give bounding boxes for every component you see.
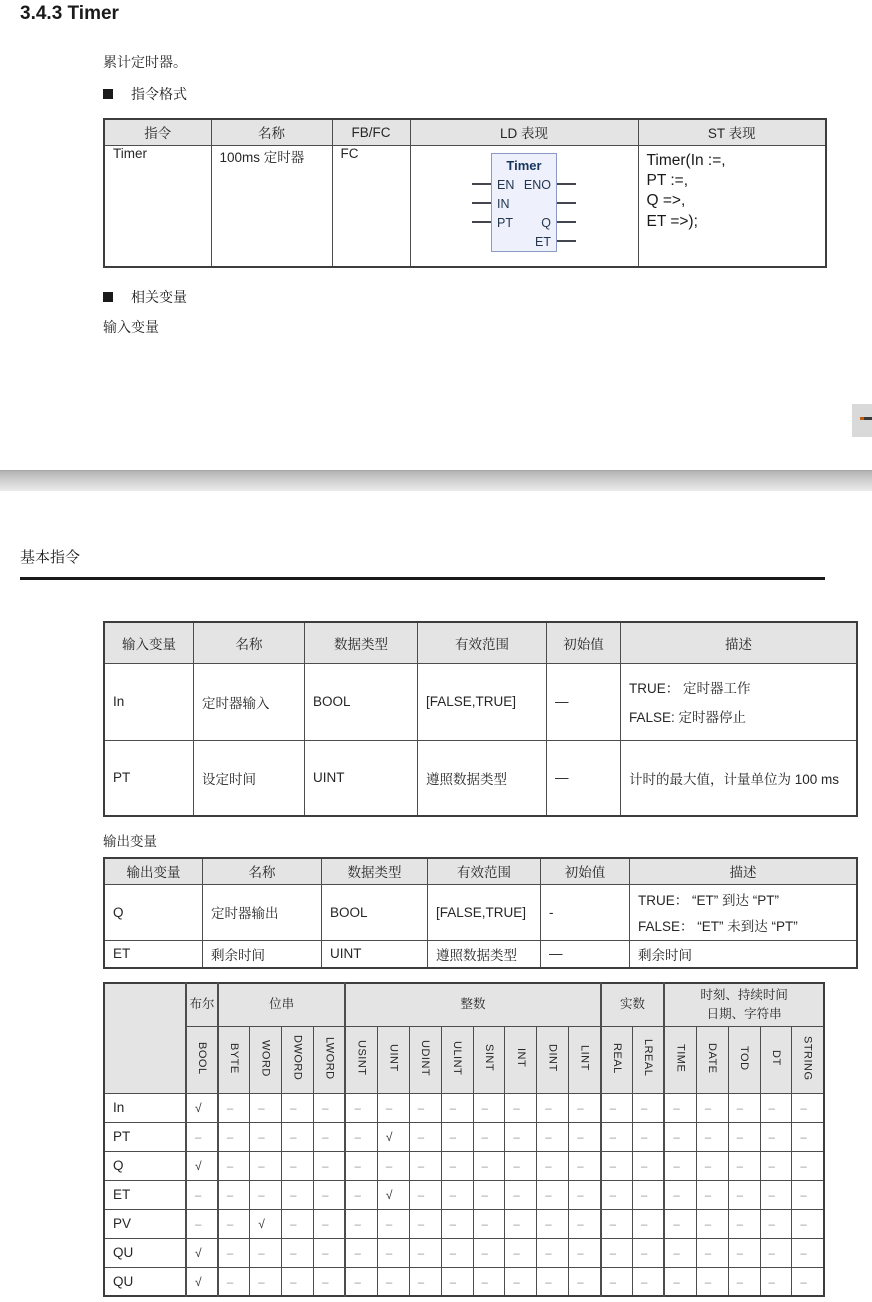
matrix-dash-cell: – <box>728 1122 760 1151</box>
output-variables-label: 输出变量 <box>103 834 157 849</box>
matrix-dash-cell: – <box>760 1238 792 1267</box>
col-header: 输入变量 <box>104 622 194 663</box>
matrix-row-label: QU <box>104 1267 186 1296</box>
matrix-dash-cell: – <box>632 1151 664 1180</box>
matrix-dash-cell: – <box>728 1093 760 1122</box>
matrix-dash-cell: – <box>537 1238 569 1267</box>
matrix-dash-cell: – <box>728 1151 760 1180</box>
matrix-dash-cell: – <box>760 1093 792 1122</box>
col-header: ST 表现 <box>638 119 826 145</box>
matrix-dash-cell: – <box>345 1180 377 1209</box>
cell-instruction: Timer <box>104 145 211 267</box>
st-code-line: PT :=, <box>646 171 688 189</box>
matrix-dash-cell: – <box>218 1093 250 1122</box>
matrix-row <box>104 1180 824 1209</box>
matrix-dash-cell: – <box>473 1267 505 1296</box>
matrix-type-header: INT <box>505 1026 537 1093</box>
matrix-dash-cell: – <box>473 1093 505 1122</box>
ld-pin-pt: PT <box>497 216 513 230</box>
matrix-dash-cell: – <box>505 1180 537 1209</box>
matrix-dash-cell: – <box>218 1267 250 1296</box>
matrix-dash-cell: – <box>537 1122 569 1151</box>
cell-desc <box>621 663 858 740</box>
desc-line: TRUE： “ET” 到达 “PT” <box>638 893 779 908</box>
matrix-dash-cell: – <box>473 1209 505 1238</box>
matrix-dash-cell: – <box>473 1238 505 1267</box>
matrix-dash-cell: – <box>537 1093 569 1122</box>
cell-init: - <box>541 884 630 940</box>
st-code-line: Timer(In :=, <box>646 151 726 169</box>
matrix-type-header: DWORD <box>282 1026 314 1093</box>
matrix-dash-cell: – <box>664 1238 696 1267</box>
matrix-dash-cell: – <box>345 1267 377 1296</box>
matrix-dash-cell: – <box>601 1238 633 1267</box>
desc-line: 计时的最大值，计量单位为 100 ms <box>629 771 840 787</box>
matrix-dash-cell: – <box>664 1122 696 1151</box>
cell-st-representation <box>638 145 826 267</box>
matrix-dash-cell: – <box>792 1238 824 1267</box>
matrix-dash-cell: – <box>441 1238 473 1267</box>
matrix-row-label: QU <box>104 1238 186 1267</box>
cell-desc <box>621 740 858 816</box>
matrix-dash-cell: – <box>632 1093 664 1122</box>
matrix-type-header: WORD <box>250 1026 282 1093</box>
cell-range: 遵照数据类型 <box>428 940 541 968</box>
matrix-dash-cell: – <box>282 1209 314 1238</box>
running-header-rule <box>20 577 825 580</box>
matrix-dash-cell: – <box>377 1209 409 1238</box>
matrix-dash-cell: – <box>441 1151 473 1180</box>
col-header: LD 表现 <box>410 119 638 145</box>
col-header: 有效范围 <box>428 858 541 884</box>
matrix-dash-cell: – <box>632 1209 664 1238</box>
matrix-dash-cell: – <box>696 1238 728 1267</box>
st-code-line: Q =>, <box>646 192 686 210</box>
matrix-dash-cell: – <box>792 1180 824 1209</box>
matrix-dash-cell: – <box>696 1267 728 1296</box>
matrix-dash-cell: – <box>601 1267 633 1296</box>
matrix-dash-cell: – <box>282 1238 314 1267</box>
matrix-type-header: BOOL <box>186 1026 218 1093</box>
col-header: 指令 <box>104 119 211 145</box>
matrix-dash-cell: – <box>409 1180 441 1209</box>
table-header-row <box>104 119 826 145</box>
desc-line: 剩余时间 <box>638 947 692 963</box>
matrix-dash-cell: – <box>409 1209 441 1238</box>
matrix-dash-cell: – <box>569 1151 601 1180</box>
matrix-type-header: LINT <box>569 1026 601 1093</box>
matrix-dash-cell: – <box>537 1209 569 1238</box>
matrix-dash-cell: – <box>505 1093 537 1122</box>
matrix-dash-cell: – <box>314 1093 346 1122</box>
table-header-row <box>104 858 857 884</box>
matrix-dash-cell: – <box>537 1151 569 1180</box>
matrix-dash-cell: – <box>441 1209 473 1238</box>
matrix-row <box>104 1267 824 1296</box>
matrix-group-header-row <box>104 983 824 1026</box>
matrix-check-cell: √ <box>186 1238 218 1267</box>
ld-pin-en: EN <box>497 178 515 192</box>
matrix-dash-cell: – <box>409 1122 441 1151</box>
matrix-dash-cell: – <box>186 1122 218 1151</box>
ld-pin-in: IN <box>497 197 510 211</box>
col-header: 输出变量 <box>104 858 203 884</box>
cell-type: BOOL <box>305 663 418 740</box>
matrix-dash-cell: – <box>250 1093 282 1122</box>
matrix-dash-cell: – <box>760 1122 792 1151</box>
matrix-row <box>104 1151 824 1180</box>
matrix-group-header: 实数 <box>601 983 665 1026</box>
ld-pin-q: Q <box>541 216 551 230</box>
matrix-dash-cell: – <box>377 1238 409 1267</box>
col-header: 名称 <box>203 858 322 884</box>
col-header: FB/FC <box>332 119 410 145</box>
matrix-dash-cell: – <box>345 1093 377 1122</box>
matrix-dash-cell: – <box>760 1180 792 1209</box>
matrix-dash-cell: – <box>728 1180 760 1209</box>
matrix-type-header: ULINT <box>441 1026 473 1093</box>
matrix-dash-cell: – <box>696 1209 728 1238</box>
col-header: 初始值 <box>541 858 630 884</box>
cell-name: 剩余时间 <box>203 940 322 968</box>
matrix-dash-cell: – <box>664 1151 696 1180</box>
matrix-dash-cell: – <box>250 1122 282 1151</box>
matrix-dash-cell: – <box>218 1122 250 1151</box>
matrix-type-header-row <box>104 1026 824 1093</box>
matrix-check-cell: √ <box>250 1209 282 1238</box>
cell-var: In <box>104 663 194 740</box>
matrix-dash-cell: – <box>218 1238 250 1267</box>
matrix-dash-cell: – <box>186 1209 218 1238</box>
bullet-label: 相关变量 <box>131 289 187 305</box>
matrix-dash-cell: – <box>728 1209 760 1238</box>
input-variables-table <box>103 621 858 817</box>
ld-stub-line <box>557 240 576 242</box>
matrix-dash-cell: – <box>792 1122 824 1151</box>
matrix-dash-cell: – <box>282 1093 314 1122</box>
cell-range: 遵照数据类型 <box>418 740 547 816</box>
matrix-group-header: 位串 <box>218 983 346 1026</box>
bullet-label: 指令格式 <box>131 86 187 102</box>
matrix-type-header: TOD <box>728 1026 760 1093</box>
matrix-dash-cell: – <box>282 1267 314 1296</box>
matrix-type-header: STRING <box>792 1026 824 1093</box>
matrix-check-cell: √ <box>186 1267 218 1296</box>
st-code-line: ET =>); <box>646 212 698 230</box>
matrix-dash-cell: – <box>282 1122 314 1151</box>
matrix-type-header: DT <box>760 1026 792 1093</box>
page-break-band <box>0 470 872 491</box>
matrix-row <box>104 1209 824 1238</box>
matrix-row <box>104 1238 824 1267</box>
matrix-dash-cell: – <box>537 1180 569 1209</box>
matrix-dash-cell: – <box>377 1093 409 1122</box>
matrix-dash-cell: – <box>696 1151 728 1180</box>
matrix-check-cell: √ <box>377 1180 409 1209</box>
ld-stub-line <box>557 202 576 204</box>
matrix-type-header: BYTE <box>218 1026 250 1093</box>
cell-desc <box>630 940 858 968</box>
matrix-dash-cell: – <box>282 1151 314 1180</box>
matrix-dash-cell: – <box>218 1180 250 1209</box>
matrix-dash-cell: – <box>728 1238 760 1267</box>
matrix-type-header: REAL <box>601 1026 633 1093</box>
col-header: 名称 <box>211 119 332 145</box>
cell-range: [FALSE,TRUE] <box>418 663 547 740</box>
cell-var: PT <box>104 740 194 816</box>
instruction-format-table <box>103 118 827 268</box>
matrix-dash-cell: – <box>250 1180 282 1209</box>
bullet-instruction-format <box>103 84 187 104</box>
cell-desc <box>630 884 858 940</box>
matrix-dash-cell: – <box>409 1093 441 1122</box>
matrix-dash-cell: – <box>601 1122 633 1151</box>
matrix-dash-cell: – <box>569 1122 601 1151</box>
bullet-related-variables <box>103 287 187 307</box>
col-header: 名称 <box>194 622 305 663</box>
matrix-dash-cell: – <box>696 1093 728 1122</box>
matrix-dash-cell: – <box>664 1209 696 1238</box>
col-header: 数据类型 <box>305 622 418 663</box>
matrix-dash-cell: – <box>377 1267 409 1296</box>
cell-var: Q <box>104 884 203 940</box>
table-row <box>104 740 857 816</box>
matrix-dash-cell: – <box>345 1209 377 1238</box>
matrix-group-header: 布尔 <box>186 983 218 1026</box>
matrix-dash-cell: – <box>792 1151 824 1180</box>
matrix-dash-cell: – <box>314 1238 346 1267</box>
cell-name: 定时器输出 <box>203 884 322 940</box>
matrix-group-header: 整数 <box>345 983 600 1026</box>
matrix-dash-cell: – <box>792 1267 824 1296</box>
matrix-dash-cell: – <box>250 1267 282 1296</box>
cell-type: UINT <box>322 940 428 968</box>
cell-init: — <box>547 663 621 740</box>
col-header: 描述 <box>621 622 858 663</box>
desc-line: TRUE： 定时器工作 <box>629 681 751 696</box>
matrix-dash-cell: – <box>314 1151 346 1180</box>
table-row <box>104 940 857 968</box>
intro-text: 累计定时器。 <box>103 54 187 70</box>
matrix-dash-cell: – <box>632 1122 664 1151</box>
matrix-corner-cell <box>104 983 186 1093</box>
page-nav-button[interactable] <box>852 404 872 437</box>
matrix-dash-cell: – <box>505 1238 537 1267</box>
col-header: 初始值 <box>547 622 621 663</box>
ld-stub-line <box>557 221 576 223</box>
col-header: 有效范围 <box>418 622 547 663</box>
ld-stub-line <box>557 183 576 185</box>
matrix-dash-cell: – <box>601 1093 633 1122</box>
matrix-dash-cell: – <box>601 1180 633 1209</box>
ld-stub-line <box>472 202 491 204</box>
matrix-row-label: In <box>104 1093 186 1122</box>
matrix-dash-cell: – <box>792 1209 824 1238</box>
matrix-check-cell: √ <box>186 1093 218 1122</box>
matrix-dash-cell: – <box>505 1151 537 1180</box>
cell-fbfc: FC <box>332 145 410 267</box>
matrix-dash-cell: – <box>569 1267 601 1296</box>
matrix-dash-cell: – <box>505 1122 537 1151</box>
cell-name: 100ms 定时器 <box>211 145 332 267</box>
matrix-type-header: TIME <box>664 1026 696 1093</box>
cell-type: BOOL <box>322 884 428 940</box>
matrix-dash-cell: – <box>314 1122 346 1151</box>
cell-var: ET <box>104 940 203 968</box>
cell-name: 定时器输入 <box>194 663 305 740</box>
col-header: 描述 <box>630 858 858 884</box>
matrix-dash-cell: – <box>441 1122 473 1151</box>
table-row <box>104 884 857 940</box>
running-header: 基本指令 <box>20 549 81 566</box>
desc-line: FALSE: 定时器停止 <box>629 710 747 725</box>
cell-name: 设定时间 <box>194 740 305 816</box>
col-header: 数据类型 <box>322 858 428 884</box>
matrix-dash-cell: – <box>441 1180 473 1209</box>
matrix-dash-cell: – <box>632 1180 664 1209</box>
ld-diagram <box>472 153 576 253</box>
matrix-dash-cell: – <box>664 1093 696 1122</box>
matrix-row-label: ET <box>104 1180 186 1209</box>
table-header-row <box>104 622 857 663</box>
matrix-type-header: DINT <box>537 1026 569 1093</box>
ld-pin-et: ET <box>535 235 551 249</box>
matrix-dash-cell: – <box>601 1151 633 1180</box>
ld-stub-line <box>472 221 491 223</box>
matrix-dash-cell: – <box>664 1267 696 1296</box>
matrix-type-header: UINT <box>377 1026 409 1093</box>
matrix-dash-cell: – <box>186 1180 218 1209</box>
matrix-dash-cell: – <box>473 1151 505 1180</box>
output-variables-table <box>103 857 858 969</box>
matrix-dash-cell: – <box>760 1151 792 1180</box>
matrix-dash-cell: – <box>569 1209 601 1238</box>
matrix-dash-cell: – <box>473 1180 505 1209</box>
matrix-type-header: LREAL <box>632 1026 664 1093</box>
matrix-dash-cell: – <box>250 1238 282 1267</box>
matrix-dash-cell: – <box>728 1267 760 1296</box>
matrix-dash-cell: – <box>282 1180 314 1209</box>
back-arrow-icon <box>863 417 872 420</box>
matrix-dash-cell: – <box>569 1180 601 1209</box>
matrix-dash-cell: – <box>537 1267 569 1296</box>
matrix-row-label: Q <box>104 1151 186 1180</box>
matrix-dash-cell: – <box>696 1180 728 1209</box>
matrix-dash-cell: – <box>314 1267 346 1296</box>
matrix-row <box>104 1093 824 1122</box>
ld-function-block <box>491 153 557 252</box>
matrix-type-header: UDINT <box>409 1026 441 1093</box>
matrix-dash-cell: – <box>569 1238 601 1267</box>
bullet-square-icon <box>103 292 113 302</box>
matrix-group-header: 时刻、持续时间 日期、字符串 <box>664 983 824 1026</box>
cell-range: [FALSE,TRUE] <box>428 884 541 940</box>
ld-pin-eno: ENO <box>523 178 551 192</box>
matrix-row <box>104 1122 824 1151</box>
matrix-dash-cell: – <box>505 1267 537 1296</box>
matrix-dash-cell: – <box>218 1209 250 1238</box>
matrix-dash-cell: – <box>314 1180 346 1209</box>
cell-ld-representation <box>410 145 638 267</box>
matrix-check-cell: √ <box>377 1122 409 1151</box>
ld-stub-line <box>472 183 491 185</box>
matrix-dash-cell: – <box>601 1209 633 1238</box>
desc-line: FALSE： “ET” 未到达 “PT” <box>638 919 798 934</box>
matrix-dash-cell: – <box>505 1209 537 1238</box>
matrix-dash-cell: – <box>664 1180 696 1209</box>
matrix-dash-cell: – <box>409 1267 441 1296</box>
ld-block-title: Timer <box>506 157 542 173</box>
matrix-dash-cell: – <box>760 1267 792 1296</box>
matrix-row-label: PT <box>104 1122 186 1151</box>
matrix-type-header: SINT <box>473 1026 505 1093</box>
matrix-dash-cell: – <box>345 1151 377 1180</box>
matrix-dash-cell: – <box>441 1267 473 1296</box>
matrix-dash-cell: – <box>250 1151 282 1180</box>
matrix-dash-cell: – <box>218 1151 250 1180</box>
matrix-check-cell: √ <box>186 1151 218 1180</box>
matrix-dash-cell: – <box>632 1267 664 1296</box>
matrix-type-header: USINT <box>345 1026 377 1093</box>
matrix-dash-cell: – <box>345 1122 377 1151</box>
cell-type: UINT <box>305 740 418 816</box>
matrix-dash-cell: – <box>760 1209 792 1238</box>
matrix-type-header: LWORD <box>314 1026 346 1093</box>
matrix-dash-cell: – <box>696 1122 728 1151</box>
type-matrix-table <box>103 982 825 1297</box>
section-title: 3.4.3 Timer <box>20 3 119 24</box>
matrix-dash-cell: – <box>409 1238 441 1267</box>
cell-init: — <box>547 740 621 816</box>
matrix-dash-cell: – <box>409 1151 441 1180</box>
matrix-dash-cell: – <box>314 1209 346 1238</box>
matrix-dash-cell: – <box>377 1151 409 1180</box>
matrix-row-label: PV <box>104 1209 186 1238</box>
matrix-dash-cell: – <box>441 1093 473 1122</box>
matrix-dash-cell: – <box>632 1238 664 1267</box>
table-row <box>104 663 857 740</box>
input-variables-label: 输入变量 <box>103 319 159 335</box>
cell-init: — <box>541 940 630 968</box>
matrix-dash-cell: – <box>569 1093 601 1122</box>
matrix-dash-cell: – <box>345 1238 377 1267</box>
matrix-dash-cell: – <box>473 1122 505 1151</box>
matrix-type-header: DATE <box>696 1026 728 1093</box>
table-row <box>104 145 826 267</box>
matrix-dash-cell: – <box>792 1093 824 1122</box>
bullet-square-icon <box>103 89 113 99</box>
